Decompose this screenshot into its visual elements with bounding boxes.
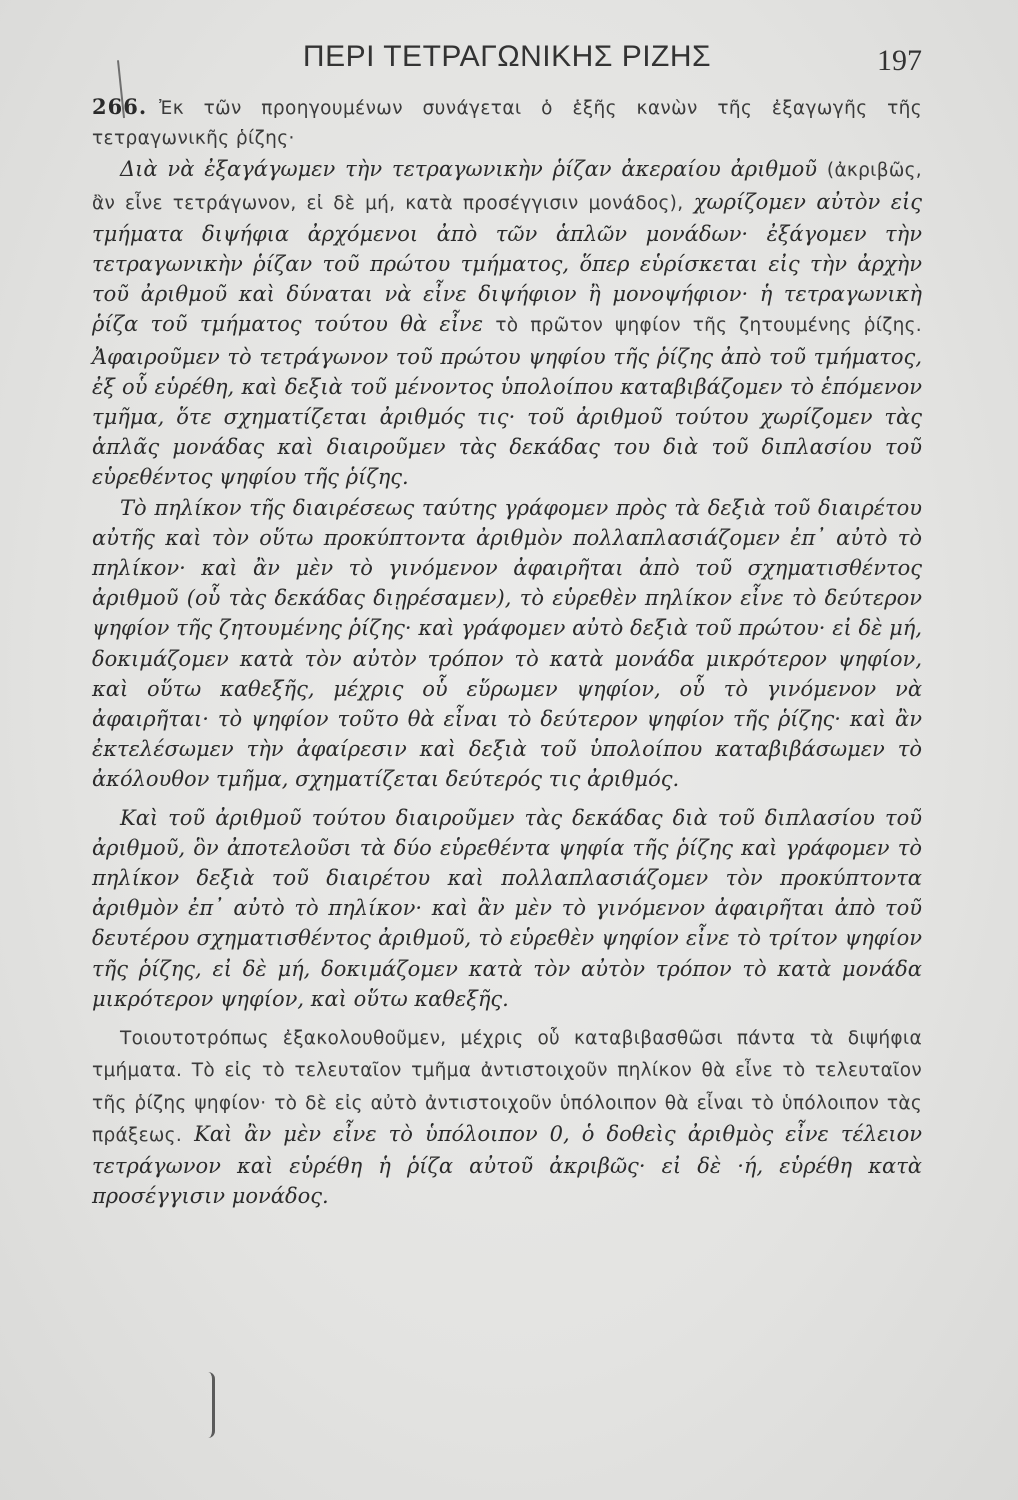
paragraph-rule-part-e: Ἀφαιροῦμεν τὸ τετράγωνον τοῦ πρώτου ψηφίου τῆς ῥίζης ἀπὸ τοῦ τμήματος, ἐξ οὗ εὑρέθη, καὶ δεξιὰ τοῦ μένοντος ὑπολοίπου καταβιβάζομεν τὸ ἑπόμενον τμῆμα, ὅτε σχηματίζεται ἀριθμός τις· τοῦ ἀριθμοῦ τούτου χωρίζομεν τὰς ἁπλᾶς μονάδας καὶ διαιροῦμεν τὰς δεκάδας του διὰ τοῦ διπλασίου τοῦ εὑρεθέντος ψηφίου τῆς ῥίζης. [92, 344, 922, 490]
paragraph-quotient: Τὸ πηλίκον τῆς διαιρέσεως ταύτης γράφομεν πρὸς τὰ δεξιὰ τοῦ διαιρέτου αὐτῆς καὶ τὸν οὕτω προκύπτοντα ἀριθμὸν πολλαπλασιάζομεν ἐπ᾽ αὐτὸ τὸ πηλίκον· καὶ ἂν μὲν τὸ γινόμενον ἀφαιρῆται ἀπὸ τοῦ σχηματισθέντος ἀριθμοῦ (οὗ τὰς δεκάδας διῃρέσαμεν), τὸ εὑρεθὲν πηλίκον εἶνε τὸ δεύτερον ψηφίον τῆς ζητουμένης ῥίζης· καὶ γράφομεν αὐτὸ δεξιὰ τοῦ πρώτου· εἰ δὲ μή, δοκιμάζομεν κατὰ τὸν αὐτὸν τρόπον τὸ κατὰ μονάδα μικρότερον ψηφίον, καὶ οὕτω καθεξῆς, μέχρις οὗ εὕρωμεν ψηφίον, οὗ τὸ γινόμενον νὰ ἀφαιρῆται· τὸ ψηφίον τοῦτο θὰ εἶναι τὸ δεύτερον ψηφίον τῆς ῥίζης· καὶ ἂν ἐκτελέσωμεν τὴν ἀφαίρεσιν καὶ δεξιὰ τοῦ ὑπολοίπου καταβιβάσωμεν τὸ ἀκόλουθον τμῆμα, σχηματίζεται δεύτερός τις ἀριθμός. [92, 495, 922, 792]
section-intro-text: Ἐκ τῶν προηγουμένων συνάγεται ὁ ἑξῆς κανὼν τῆς ἐξαγωγῆς τῆς τετραγωνικῆς ῥίζης· [92, 98, 922, 150]
text-body [92, 92, 922, 1211]
paragraph-conclusion-part-b: τὰ διψήφια τμήματα. Τὸ εἰς τὸ τελευταῖον τμῆμα ἀντιστοιχοῦν πηλίκον θὰ εἶνε τὸ τελευταῖον τῆς ῥίζης ψηφίον· τὸ δὲ εἰς αὐτὸ ἀντιστοιχοῦν ὑπόλοιπον θὰ εἶναι τὸ ὑπόλοιπον τὰς πράξεως. [92, 1028, 922, 1146]
paragraph-conclusion-part-c: Καὶ ἂν μὲν εἶνε τὸ ὑπόλοιπον 0, ὁ δοθεὶς ἀριθμὸς εἶνε τέλειον τετράγωνον καὶ εὑρέθη ἡ ῥίζα αὐτοῦ ἀκριβῶς· εἰ δὲ ·ή, εὑρέθη κατὰ προσέγγισιν μονάδος. [92, 1121, 922, 1209]
section-266-intro [92, 92, 922, 154]
section-number: 266. [92, 94, 148, 119]
paragraph-rule-part-d: τὸ πρῶτον ψηφίον τῆς ζητουμένης ῥίζης. [495, 315, 922, 337]
page-number: 197 [877, 44, 922, 77]
paragraph-rule-part-a: Διὰ νὰ ἐξαγάγωμεν τὴν τετραγωνικὴν ῥίζαν ἀκεραίου ἀριθμοῦ [120, 157, 818, 182]
paragraph-rule-part-b: (ἀκριβῶς, ἂν εἶνε τετράγωνον, εἰ δὲ μή, κατὰ προσέγγισιν μονάδος), [92, 160, 922, 214]
paragraph-third-digit: Καὶ τοῦ ἀριθμοῦ τούτου διαιροῦμεν τὰς δεκάδας διὰ τοῦ διπλασίου τοῦ ἀριθμοῦ, ὃν ἀποτελοῦσι τὰ δύο εὑρεθέντα ψηφία τῆς ῥίζης καὶ γράφομεν τὸ πηλίκον δεξιὰ τοῦ διαιρέτου καὶ πολλαπλασιάζομεν τὸν προκύπτοντα ἀριθμὸν ἐπ᾽ αὐτὸ τὸ πηλίκον· καὶ ἂν μὲν τὸ γινόμενον ἀφαιρῆται ἀπὸ τοῦ δευτέρου σχηματισθέντος ἀριθμοῦ, τὸ εὑρεθὲν ψηφίον εἶνε τὸ τρίτον ψηφίον τῆς ῥίζης, εἰ δὲ μή, δοκιμάζομεν κατὰ τὸν αὐτὸν τρόπον τὸ κατὰ μονάδα μικρότερον ψηφίον, καὶ οὕτω καθεξῆς. [92, 805, 922, 1011]
paragraph-rule [92, 154, 922, 492]
paragraph-conclusion [92, 1022, 922, 1211]
running-title: ΠΕΡΙ ΤΕΤΡΑΓΩΝΙΚΗΣ ΡΙΖΗΣ [302, 40, 712, 73]
paragraph-conclusion-part-a: Τοιουτοτρόπως ἐξακολουθοῦμεν, μέχρις οὗ καταβιβασθῶσι πάντα [120, 1028, 796, 1050]
margin-bracket-mark [208, 1372, 215, 1438]
running-head [92, 40, 922, 90]
paragraph-rule-part-c: χωρίζομεν αὐτὸν εἰς τμήματα διψήφια ἀρχόμενοι ἀπὸ τῶν ἁπλῶν μονάδων· ἐξάγομεν τὴν τετραγωνικὴν ῥίζαν τοῦ πρώτου τμήματος, ὅπερ εὑρίσκεται εἰς τὴν ἀρχὴν τοῦ ἀριθμοῦ καὶ δύναται νὰ εἶνε διψήφιον ἢ μονοψήφιον· ἡ τετραγωνικὴ ῥίζα τοῦ τμήματος τούτου θὰ εἶνε [92, 189, 922, 337]
